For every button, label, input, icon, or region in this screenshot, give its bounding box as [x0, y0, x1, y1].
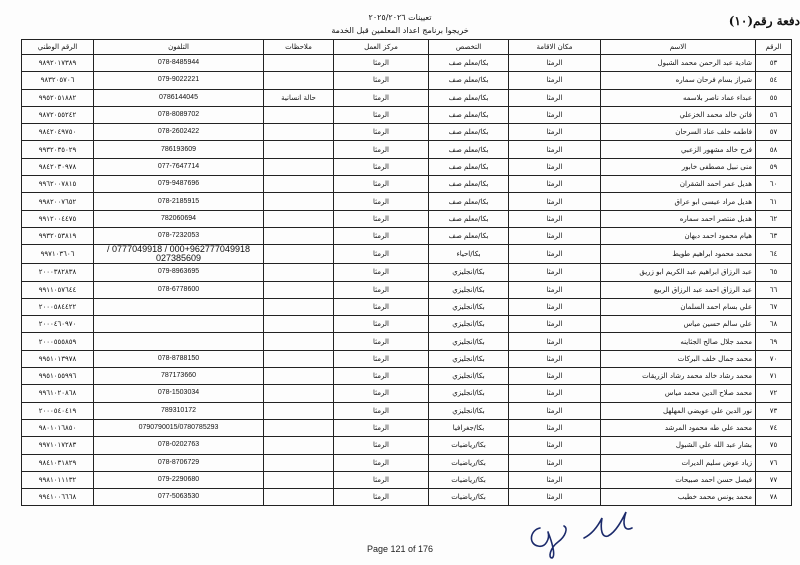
table-header-row [22, 40, 792, 55]
cell-num: ٦٣ [756, 227, 792, 244]
cell-specialization: بكا/معلم صف [429, 176, 509, 193]
cell-specialization: بكا/معلم صف [429, 124, 509, 141]
cell-work-center: الرمثا [334, 316, 429, 333]
cell-national-id: ٩٩١٢٠٠٤٤٧٥ [22, 210, 94, 227]
cell-specialization: بكا/معلم صف [429, 158, 509, 175]
cell-national-id: ٩٩٣٢٠٥٣٨١٩ [22, 227, 94, 244]
cell-residence: الرمثا [509, 106, 601, 123]
cell-national-id: ٩٩٥٢٠٥١٨٨٢ [22, 89, 94, 106]
cell-national-id: ٢٠٠٠٥٥٥٨٥٩ [22, 333, 94, 350]
cell-specialization: بكا/انجليزي [429, 333, 509, 350]
cell-residence: الرمثا [509, 72, 601, 89]
cell-residence: الرمثا [509, 298, 601, 315]
cell-num: ٦٠ [756, 176, 792, 193]
cell-national-id: ٩٩٤١٠٠٦٦٦٨ [22, 489, 94, 506]
cell-residence: الرمثا [509, 124, 601, 141]
cell-work-center: الرمثا [334, 72, 429, 89]
cell-num: ٦٦ [756, 281, 792, 298]
cell-num: ٧٣ [756, 402, 792, 419]
cell-national-id: ٩٩٧١٠٣٦٠٦ [22, 245, 94, 264]
cell-num: ٥٦ [756, 106, 792, 123]
cell-phone: 078-0202763 [94, 437, 264, 454]
cell-notes [264, 245, 334, 264]
cell-national-id: ٩٨٣٢٠٥٧٠٦ [22, 72, 94, 89]
cell-work-center: الرمثا [334, 333, 429, 350]
cell-num: ٦٧ [756, 298, 792, 315]
cell-national-id: ٩٩٧١٠١٧٢٨٣ [22, 437, 94, 454]
header-program-title: خريجوا برنامج اعداد المعلمين قبل الخدمة [331, 26, 469, 35]
cell-notes [264, 385, 334, 402]
cell-residence: الرمثا [509, 489, 601, 506]
cell-national-id: ٩٨٤١٠٣١٨٢٩ [22, 454, 94, 471]
cell-specialization: بكا/احياء [429, 245, 509, 264]
col-header-work-center: مركز العمل [334, 40, 429, 55]
cell-national-id: ٩٨٩٢٠١٧٣٨٩ [22, 55, 94, 72]
col-header-national-id: الرقم الوطني [22, 40, 94, 55]
cell-specialization: بكا/انجليزي [429, 281, 509, 298]
cell-residence: الرمثا [509, 471, 601, 488]
cell-residence: الرمثا [509, 385, 601, 402]
cell-phone: 078-7232053 [94, 227, 264, 244]
cell-work-center: الرمثا [334, 454, 429, 471]
cell-name: محمد جلال صالح الجثاينه [601, 333, 756, 350]
cell-residence: الرمثا [509, 333, 601, 350]
cell-notes [264, 298, 334, 315]
cell-phone: 079-2290680 [94, 471, 264, 488]
batch-title: دفعة رقم(١٠) [728, 14, 800, 28]
cell-name: هديل منتصر احمد سماره [601, 210, 756, 227]
table-row [22, 210, 792, 227]
cell-national-id: ٢٠٠٠٣٨٢٨٣٨ [22, 264, 94, 281]
page-number: Page 121 of 176 [366, 544, 434, 554]
cell-num: ٧٤ [756, 419, 792, 436]
cell-residence: الرمثا [509, 193, 601, 210]
cell-phone: 078-6778600 [94, 281, 264, 298]
cell-specialization: بكا/انجليزي [429, 350, 509, 367]
cell-phone: 078-8089702 [94, 106, 264, 123]
cell-num: ٧٧ [756, 471, 792, 488]
cell-phone: 787173660 [94, 368, 264, 385]
cell-notes [264, 176, 334, 193]
cell-phone [94, 298, 264, 315]
cell-specialization: بكا/انجليزي [429, 298, 509, 315]
cell-work-center: الرمثا [334, 350, 429, 367]
cell-name: عبداء عماد ناصر بلاسمه [601, 89, 756, 106]
col-header-residence: مكان الاقامة [509, 40, 601, 55]
cell-name: هيام محمود احمد دبهان [601, 227, 756, 244]
cell-notes [264, 454, 334, 471]
cell-name: محمد جمال خلف البركات [601, 350, 756, 367]
cell-national-id: ٩٩١١٠٥٧٦٤٤ [22, 281, 94, 298]
table-row [22, 298, 792, 315]
cell-work-center: الرمثا [334, 141, 429, 158]
appointments-table [21, 39, 792, 506]
cell-phone: 782060694 [94, 210, 264, 227]
cell-notes [264, 333, 334, 350]
cell-notes: حالة انسانية [264, 89, 334, 106]
cell-num: ٧٦ [756, 454, 792, 471]
cell-num: ٦٢ [756, 210, 792, 227]
cell-specialization: بكا/معلم صف [429, 89, 509, 106]
table-row [22, 141, 792, 158]
table-row [22, 454, 792, 471]
cell-phone [94, 333, 264, 350]
cell-specialization: بكا/رياضيات [429, 471, 509, 488]
cell-residence: الرمثا [509, 350, 601, 367]
table-row [22, 368, 792, 385]
cell-notes [264, 471, 334, 488]
cell-specialization: بكا/انجليزي [429, 264, 509, 281]
cell-phone: 078-8788150 [94, 350, 264, 367]
cell-work-center: الرمثا [334, 385, 429, 402]
cell-phone: 078-1503034 [94, 385, 264, 402]
cell-phone: 078-8485944 [94, 55, 264, 72]
cell-notes [264, 158, 334, 175]
cell-national-id: ٢٠٠٠٥٤٠٤١٩ [22, 402, 94, 419]
cell-num: ٥٩ [756, 158, 792, 175]
cell-residence: الرمثا [509, 141, 601, 158]
cell-name: هديل مراد عيسى ابو عراق [601, 193, 756, 210]
cell-notes [264, 368, 334, 385]
cell-name: نور الدين علي عويضي المهلهل [601, 402, 756, 419]
cell-name: محمد محمود ابراهيم طويط [601, 245, 756, 264]
col-header-name: الاسم [601, 40, 756, 55]
cell-national-id: ٩٩٥١٠١٣٩٧٨ [22, 350, 94, 367]
cell-national-id: ٩٨٤٢٠٣٠٩٧٨ [22, 158, 94, 175]
cell-work-center: الرمثا [334, 245, 429, 264]
cell-phone: 079-9022221 [94, 72, 264, 89]
cell-num: ٧٥ [756, 437, 792, 454]
cell-residence: الرمثا [509, 437, 601, 454]
cell-name: علي سالم حسين مياس [601, 316, 756, 333]
cell-national-id: ٩٨٠١٠١٦٨٥٠ [22, 419, 94, 436]
table-row [22, 89, 792, 106]
cell-phone: 079-8963695 [94, 264, 264, 281]
cell-work-center: الرمثا [334, 55, 429, 72]
cell-phone: 0790790015/0780785293 [94, 419, 264, 436]
cell-num: ٦٤ [756, 245, 792, 264]
cell-residence: الرمثا [509, 210, 601, 227]
cell-residence: الرمثا [509, 264, 601, 281]
cell-national-id: ٩٨٧٢٠٥٥٢٤٢ [22, 106, 94, 123]
table-row [22, 316, 792, 333]
cell-residence: الرمثا [509, 316, 601, 333]
table-row [22, 55, 792, 72]
cell-notes [264, 419, 334, 436]
cell-residence: الرمثا [509, 176, 601, 193]
cell-work-center: الرمثا [334, 419, 429, 436]
cell-phone: 078-2185915 [94, 193, 264, 210]
cell-num: ٥٨ [756, 141, 792, 158]
cell-phone: 077-7647714 [94, 158, 264, 175]
cell-num: ٥٥ [756, 89, 792, 106]
cell-num: ٥٣ [756, 55, 792, 72]
cell-specialization: بكا/جغرافيا [429, 419, 509, 436]
cell-phone: 789310172 [94, 402, 264, 419]
cell-specialization: بكا/معلم صف [429, 72, 509, 89]
cell-residence: الرمثا [509, 402, 601, 419]
cell-num: ٧٠ [756, 350, 792, 367]
cell-notes [264, 193, 334, 210]
cell-notes [264, 124, 334, 141]
table-row [22, 264, 792, 281]
col-header-notes: ملاحظات [264, 40, 334, 55]
cell-work-center: الرمثا [334, 264, 429, 281]
cell-residence: الرمثا [509, 454, 601, 471]
cell-phone [94, 316, 264, 333]
cell-residence: الرمثا [509, 227, 601, 244]
cell-work-center: الرمثا [334, 89, 429, 106]
cell-num: ٦٨ [756, 316, 792, 333]
cell-residence: الرمثا [509, 158, 601, 175]
cell-national-id: ٢٠٠٠٤٦٠٩٧٠ [22, 316, 94, 333]
cell-name: منى نبيل مصطفى خابور [601, 158, 756, 175]
cell-work-center: الرمثا [334, 368, 429, 385]
col-header-num: الرقم [756, 40, 792, 55]
cell-name: عبد الرزاق احمد عبد الرزاق الربيع [601, 281, 756, 298]
table-row [22, 437, 792, 454]
cell-phone: 0786144045 [94, 89, 264, 106]
cell-phone: 786193609 [94, 141, 264, 158]
header-appointments-year: تعيينات ٢٠٢٥/٢٠٢٦ [368, 13, 432, 22]
table-row [22, 385, 792, 402]
cell-phone: 079-9487696 [94, 176, 264, 193]
cell-national-id: ٩٨٤٢٠٤٩٧٥٠ [22, 124, 94, 141]
table-row [22, 72, 792, 89]
cell-name: محمد يونس محمد خطيب [601, 489, 756, 506]
cell-residence: الرمثا [509, 368, 601, 385]
cell-residence: الرمثا [509, 55, 601, 72]
cell-work-center: الرمثا [334, 437, 429, 454]
cell-work-center: الرمثا [334, 176, 429, 193]
cell-name: فاطمه خلف عناد السرحان [601, 124, 756, 141]
cell-specialization: بكا/معلم صف [429, 141, 509, 158]
cell-name: محمد علي طه محمود المرشد [601, 419, 756, 436]
table-row [22, 176, 792, 193]
cell-specialization: بكا/معلم صف [429, 193, 509, 210]
cell-specialization: بكا/انجليزي [429, 316, 509, 333]
cell-national-id: ٩٩٨١٠١١١٣٢ [22, 471, 94, 488]
cell-num: ٧٨ [756, 489, 792, 506]
cell-name: علي بسام احمد السلمان [601, 298, 756, 315]
cell-name: محمد صلاح الدين محمد مياس [601, 385, 756, 402]
cell-notes [264, 316, 334, 333]
cell-national-id: ٢٠٠٠٥٨٤٤٢٢ [22, 298, 94, 315]
cell-num: ٧٢ [756, 385, 792, 402]
cell-phone: 000+962777049918 / 0777049918 / 027385609 [94, 245, 264, 264]
cell-work-center: الرمثا [334, 471, 429, 488]
col-header-phone: التلفون [94, 40, 264, 55]
cell-work-center: الرمثا [334, 298, 429, 315]
cell-phone: 078-8706729 [94, 454, 264, 471]
cell-name: شيراز بسام فرحان سماره [601, 72, 756, 89]
cell-national-id: ٩٩٦١٠٢٠٨٦٨ [22, 385, 94, 402]
table-row [22, 350, 792, 367]
cell-num: ٥٧ [756, 124, 792, 141]
cell-num: ٦٩ [756, 333, 792, 350]
cell-num: ٦٥ [756, 264, 792, 281]
cell-specialization: بكا/معلم صف [429, 106, 509, 123]
cell-phone: 077-5063530 [94, 489, 264, 506]
cell-name: هديل عمر احمد الشقران [601, 176, 756, 193]
cell-notes [264, 489, 334, 506]
cell-name: فاتن خالد محمد الخزعلي [601, 106, 756, 123]
cell-work-center: الرمثا [334, 106, 429, 123]
cell-specialization: بكا/رياضيات [429, 489, 509, 506]
table-row [22, 333, 792, 350]
cell-residence: الرمثا [509, 89, 601, 106]
table-row [22, 489, 792, 506]
cell-specialization: بكا/انجليزي [429, 385, 509, 402]
cell-notes [264, 141, 334, 158]
cell-notes [264, 210, 334, 227]
table-row [22, 281, 792, 298]
table-row [22, 419, 792, 436]
cell-national-id: ٩٩٨٢٠٠٧٦٥٢ [22, 193, 94, 210]
cell-work-center: الرمثا [334, 489, 429, 506]
cell-national-id: ٩٩٣٢٠٣٥٠٢٩ [22, 141, 94, 158]
cell-residence: الرمثا [509, 281, 601, 298]
cell-specialization: بكا/معلم صف [429, 210, 509, 227]
cell-notes [264, 437, 334, 454]
cell-national-id: ٩٩٦٢٠٠٧٨١٥ [22, 176, 94, 193]
cell-notes [264, 264, 334, 281]
cell-specialization: بكا/معلم صف [429, 55, 509, 72]
cell-specialization: بكا/رياضيات [429, 437, 509, 454]
cell-name: شادية عبد الرحمن محمد الشبول [601, 55, 756, 72]
table-row [22, 193, 792, 210]
cell-residence: الرمثا [509, 419, 601, 436]
table-row [22, 402, 792, 419]
cell-notes [264, 72, 334, 89]
cell-notes [264, 350, 334, 367]
cell-specialization: بكا/رياضيات [429, 454, 509, 471]
table-row [22, 124, 792, 141]
table-row [22, 158, 792, 175]
cell-notes [264, 281, 334, 298]
table-row [22, 106, 792, 123]
cell-specialization: بكا/انجليزي [429, 402, 509, 419]
table-row [22, 245, 792, 264]
cell-specialization: بكا/معلم صف [429, 227, 509, 244]
table-row [22, 471, 792, 488]
cell-num: ٧١ [756, 368, 792, 385]
cell-specialization: بكا/انجليزي [429, 368, 509, 385]
cell-name: عبد الرزاق ابراهيم عبد الكريم ابو زريق [601, 264, 756, 281]
cell-national-id: ٩٩٥١٠٥٥٩٩٦ [22, 368, 94, 385]
table-body [22, 55, 792, 506]
cell-work-center: الرمثا [334, 158, 429, 175]
cell-num: ٦١ [756, 193, 792, 210]
cell-name: محمد رشاد خالد محمد رشاد الزريقات [601, 368, 756, 385]
cell-name: فيصل حسن احمد صبيحات [601, 471, 756, 488]
table-row [22, 227, 792, 244]
cell-notes [264, 402, 334, 419]
cell-work-center: الرمثا [334, 281, 429, 298]
col-header-specialization: التخصص [429, 40, 509, 55]
cell-residence: الرمثا [509, 245, 601, 264]
cell-notes [264, 106, 334, 123]
cell-name: فرح خالد مشهور الزعبي [601, 141, 756, 158]
cell-work-center: الرمثا [334, 402, 429, 419]
cell-work-center: الرمثا [334, 210, 429, 227]
cell-notes [264, 55, 334, 72]
cell-name: بشار عبد الله علي الشبول [601, 437, 756, 454]
cell-work-center: الرمثا [334, 193, 429, 210]
cell-work-center: الرمثا [334, 227, 429, 244]
cell-phone: 078-2602422 [94, 124, 264, 141]
cell-work-center: الرمثا [334, 124, 429, 141]
cell-num: ٥٤ [756, 72, 792, 89]
cell-notes [264, 227, 334, 244]
cell-name: زياد عوض سليم الديرات [601, 454, 756, 471]
